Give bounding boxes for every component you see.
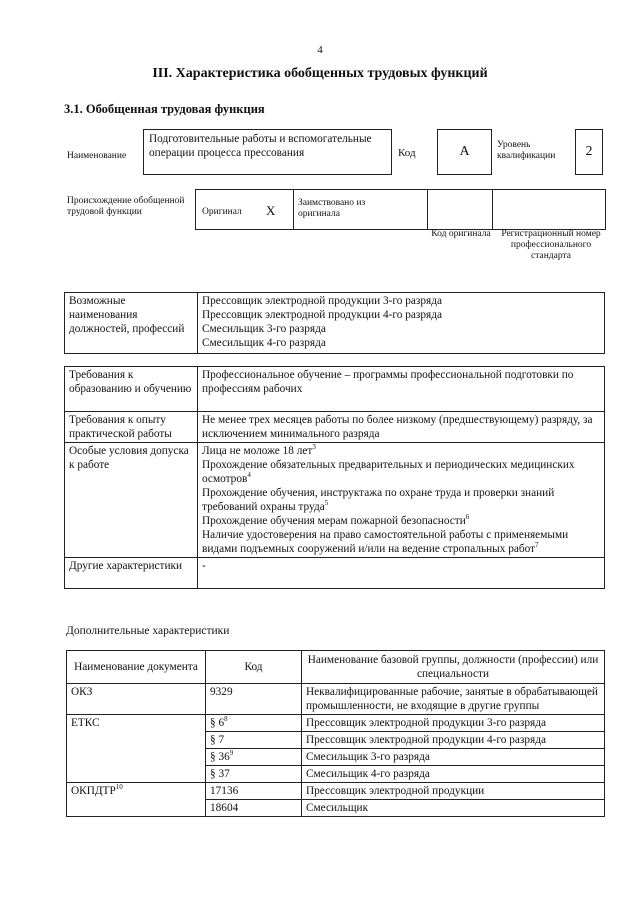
- etks-code: § 7: [206, 732, 302, 749]
- original-mark: X: [266, 203, 276, 218]
- page-number: 4: [317, 44, 323, 56]
- col-code-header: Код: [206, 651, 302, 684]
- origin-box: [195, 189, 606, 230]
- list-item: Смесильщик 4-го разряда: [202, 337, 326, 349]
- experience-value: Не менее трех месяцев работы по более низкому (предшествующему) разряду, за исключением минимального разряда: [198, 412, 605, 443]
- list-item: Прессовщик электродной продукции 3-го разряда: [202, 295, 442, 307]
- code-original-label: Код оригинала: [431, 229, 491, 239]
- other-value: -: [198, 558, 605, 589]
- okpdtr-code: 17136: [206, 783, 302, 800]
- reg-number-label: Регистрационный номер профессионального стандарта: [501, 229, 601, 261]
- list-item: Прохождение обязательных предварительных и периодических медицинских осмотров$^4$: [202, 459, 575, 485]
- code-label: Код: [398, 147, 416, 159]
- requirements-table: [64, 366, 605, 589]
- etks-doc: ЕТКС: [67, 715, 206, 783]
- table-row: [67, 684, 605, 715]
- table-row: [67, 651, 605, 684]
- etks-code: § $36^9$: [206, 749, 302, 766]
- table-row: [67, 783, 605, 800]
- original-label: Оригинал: [202, 207, 242, 217]
- okz-code: 9329: [206, 684, 302, 715]
- divider: [427, 190, 428, 229]
- etks-name: Прессовщик электродной продукции 4-го разряда: [302, 732, 605, 749]
- section-title: III. Характеристика обобщенных трудовых функций: [152, 66, 488, 81]
- list-item: Прохождение обучения, инструктажа по охране труда и проверки знаний требований охраны труда$^5$: [202, 487, 555, 513]
- etks-code: § $6^8$: [206, 715, 302, 732]
- list-item: Смесильщик 3-го разряда: [202, 323, 326, 335]
- etks-name: Смесильщик 3-го разряда: [302, 749, 605, 766]
- special-list: [198, 443, 605, 558]
- code-value: А: [437, 129, 492, 175]
- additional-table: [66, 650, 605, 817]
- table-row: [65, 412, 605, 443]
- etks-code: § 37: [206, 766, 302, 783]
- table-row: [67, 715, 605, 732]
- positions-table: [64, 292, 605, 354]
- col-name-header: Наименование базовой группы, должности (профессии) или специальности: [302, 651, 605, 684]
- positions-label: Возможные наименования должностей, профессий: [65, 293, 198, 354]
- okz-doc: ОКЗ: [67, 684, 206, 715]
- divider: [293, 190, 294, 229]
- subsection-title: 3.1. Обобщенная трудовая функция: [64, 102, 265, 116]
- list-item: Прохождение обучения мерам пожарной безопасности$^6$: [202, 513, 470, 527]
- experience-label: Требования к опыту практической работы: [65, 412, 198, 443]
- level-value: 2: [575, 129, 603, 175]
- divider: [492, 190, 493, 229]
- list-item: Прессовщик электродной продукции 4-го разряда: [202, 309, 442, 321]
- okpdtr-doc: ОКПДТР$^{10}$: [67, 783, 206, 817]
- okpdtr-name: Прессовщик электродной продукции: [302, 783, 605, 800]
- borrowed-label: Заимствовано из оригинала: [298, 198, 366, 219]
- etks-name: Прессовщик электродной продукции 3-го разряда: [302, 715, 605, 732]
- okz-name: Неквалифицированные рабочие, занятые в обрабатывающей промышленности, не входящие в другие группы: [302, 684, 605, 715]
- etks-name: Смесильщик 4-го разряда: [302, 766, 605, 783]
- okpdtr-name: Смесильщик: [302, 800, 605, 817]
- table-row: [65, 367, 605, 412]
- additional-title: Дополнительные характеристики: [66, 625, 230, 637]
- table-row: [65, 443, 605, 558]
- table-row: [65, 293, 605, 354]
- special-label: Особые условия допуска к работе: [65, 443, 198, 558]
- education-label: Требования к образованию и обучению: [65, 367, 198, 412]
- education-value: Профессиональное обучение – программы профессиональной подготовки по профессиям рабочих: [198, 367, 605, 412]
- name-value: Подготовительные работы и вспомогательные операции процесса прессования: [143, 129, 392, 175]
- list-item: Наличие удостоверения на право самостоятельной работы с применяемыми видами подъемных сооружений и/или на ведение стропальных работ$^7$: [202, 529, 569, 555]
- other-label: Другие характеристики: [65, 558, 198, 589]
- name-label: Наименование: [67, 151, 127, 161]
- okpdtr-code: 18604: [206, 800, 302, 817]
- level-label: Уровень квалификации: [497, 140, 556, 161]
- list-item: Лица не моложе 18 лет$^3$: [202, 443, 316, 457]
- table-row: [65, 558, 605, 589]
- positions-list: [198, 293, 605, 354]
- origin-label: Происхождение обобщенной трудовой функции: [67, 196, 185, 217]
- col-doc-header: Наименование документа: [67, 651, 206, 684]
